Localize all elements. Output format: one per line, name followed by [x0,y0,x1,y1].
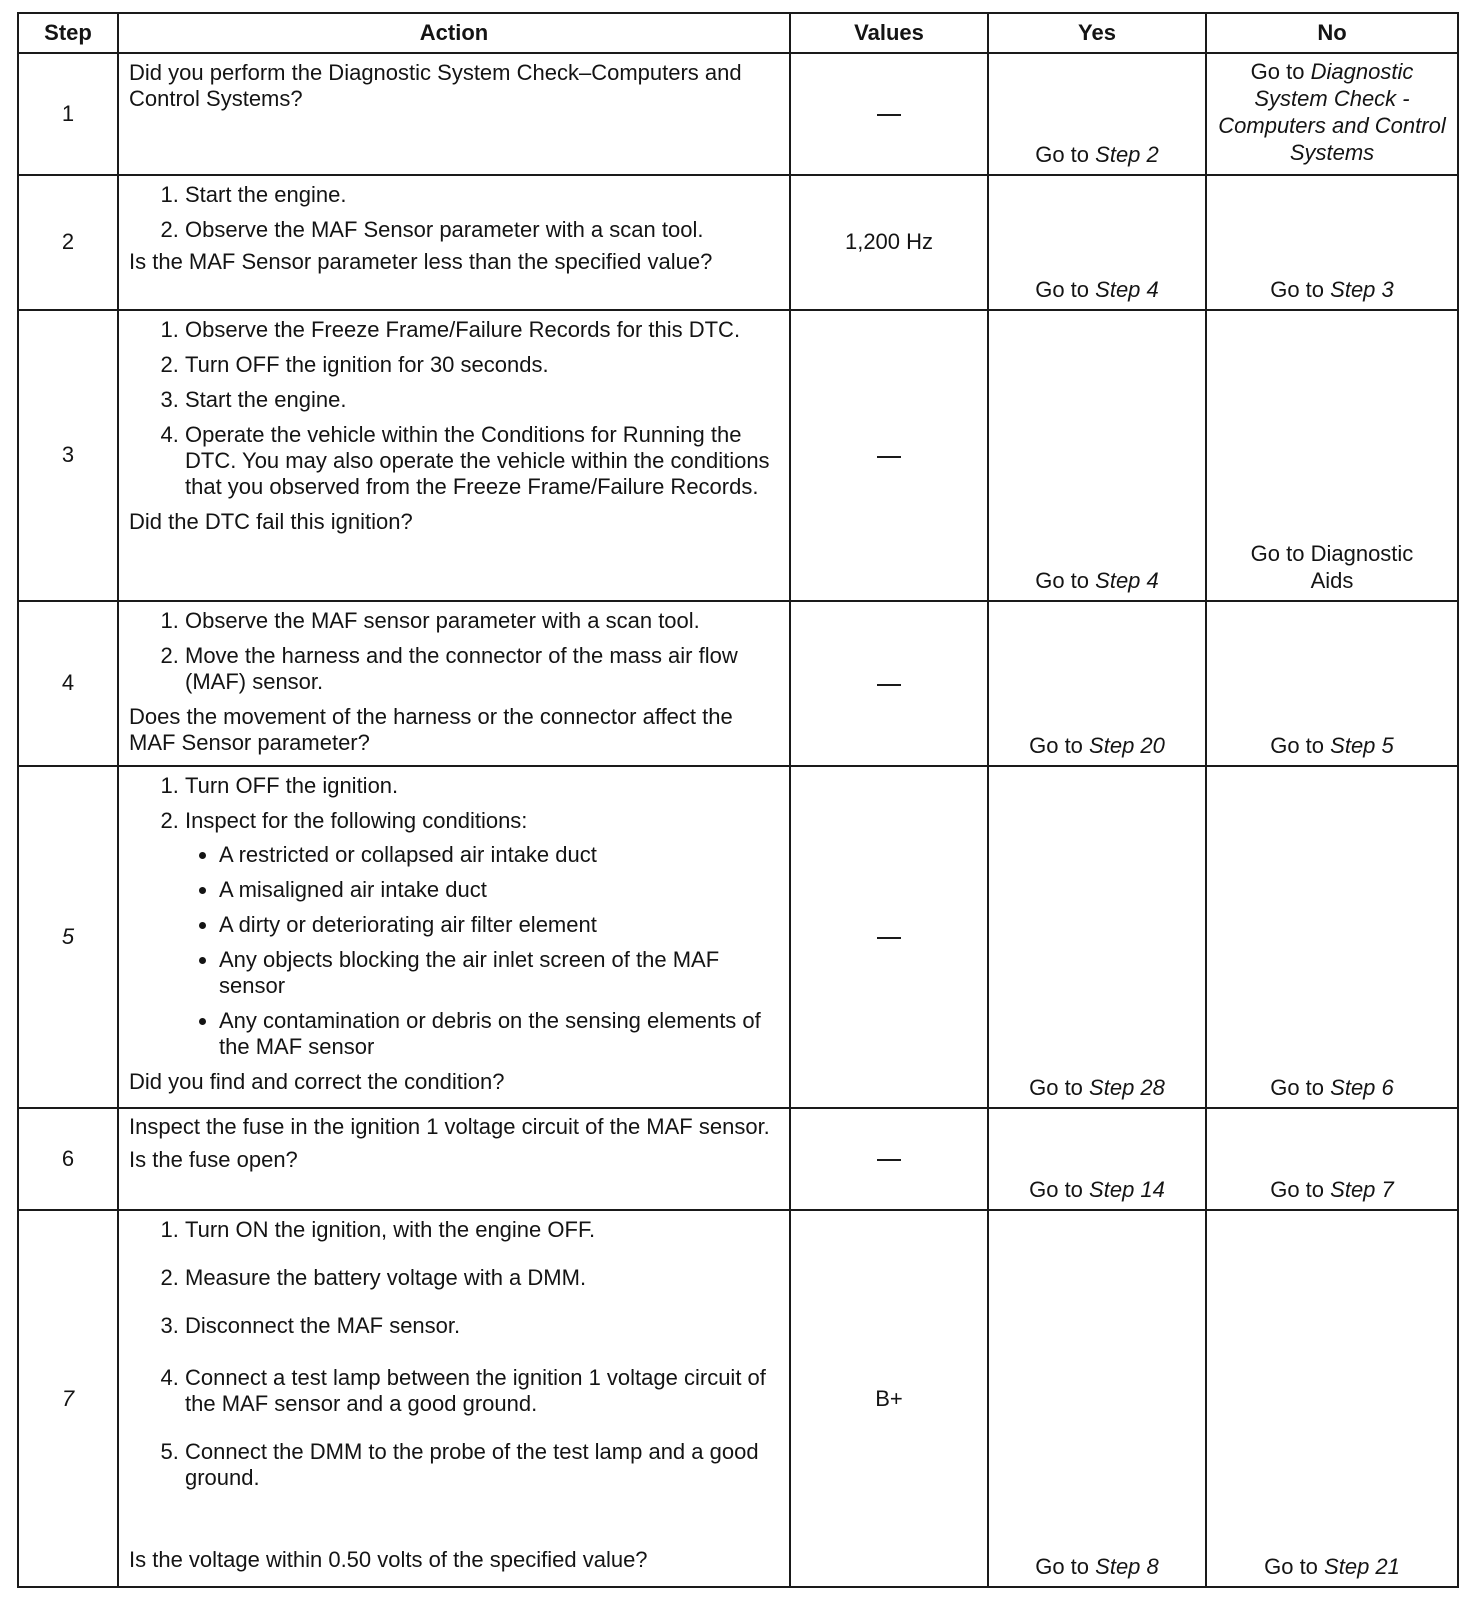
action-cell [118,1108,790,1210]
condition-item: • Any objects blocking the air inlet screen of the MAF sensor [219,947,781,999]
value-cell [790,310,988,601]
no-step-link: Diagnostic System Check - Computers and Control Systems [1218,59,1446,165]
action-question: Did you find and correct the condition? [129,1068,505,1094]
condition-item: • A dirty or deteriorating air filter element [219,912,781,938]
no-cell: Go to Step 5 [1206,601,1458,766]
action-question: Did the DTC fail this ignition? [129,508,413,534]
em-dash [877,1159,901,1161]
yes-cell: Go to Step 4 [988,310,1206,601]
action-step: 1. Observe the MAF sensor parameter with a scan tool. [185,608,781,634]
value-cell: 1,200 Hz [790,175,988,309]
yes-step-link: Step 8 [1095,1554,1159,1579]
action-step: 2. Inspect for the following conditions: • A restricted or collapsed air intake duct • A misaligned air intake duct • A dirty or deteriorating air filter element • Any objects blocking the air inlet screen of the MAF sensor • Any contamination or debris on the sensing elements of the MAF sensor [185,808,781,1060]
yes-cell: Go to Step 8 [988,1210,1206,1587]
no-cell: Go to Step 21 [1206,1210,1458,1587]
action-steps [129,773,781,1060]
table-row-step-3 [18,310,1458,601]
action-cell [118,310,790,601]
action-steps [129,317,781,500]
action-cell [118,601,790,766]
action-question: Does the movement of the harness or the connector affect the MAF Sensor parameter? [129,703,733,755]
table-row-step-5 [18,766,1458,1108]
action-question: Is the voltage within 0.50 volts of the specified value? [129,1547,648,1573]
step-number: 6 [18,1108,118,1210]
header-no: No [1206,13,1458,53]
yes-cell: Go to Step 20 [988,601,1206,766]
yes-cell: Go to Step 2 [988,53,1206,175]
action-steps [129,1217,781,1513]
header-yes: Yes [988,13,1206,53]
step-number: 5 [18,766,118,1108]
action-step: 3. Start the engine. [185,387,781,413]
yes-step-link: Step 4 [1095,567,1159,593]
table-row-step-6 [18,1108,1458,1210]
action-step: 2. Measure the battery voltage with a DMM. [185,1265,781,1291]
action-question: Is the fuse open? [129,1147,298,1173]
em-dash [877,456,901,458]
yes-cell: Go to Step 28 [988,766,1206,1108]
yes-step-link: Step 28 [1089,1075,1165,1101]
diagnostic-table [17,12,1459,1588]
header-values: Values [790,13,988,53]
condition-item: • A misaligned air intake duct [219,877,781,903]
action-step: 3. Disconnect the MAF sensor. [185,1313,781,1339]
no-step-link: Step 21 [1324,1554,1400,1579]
no-step-link: Step 3 [1330,276,1394,302]
yes-cell: Go to Step 14 [988,1108,1206,1210]
no-cell: Go to Diagnostic System Check - Computers and Control Systems [1206,53,1458,175]
condition-item: • A restricted or collapsed air intake duct [219,842,781,868]
step-number: 4 [18,601,118,766]
action-step: 5. Connect the DMM to the probe of the test lamp and a good ground. [185,1439,781,1491]
action-intro: Inspect the fuse in the ignition 1 voltage circuit of the MAF sensor. [129,1114,770,1140]
value-cell [790,601,988,766]
step-number: 7 [18,1210,118,1587]
yes-cell: Go to Step 4 [988,175,1206,309]
action-step: 1. Observe the Freeze Frame/Failure Records for this DTC. [185,317,781,343]
no-cell: Go to Step 3 [1206,175,1458,309]
condition-list [185,842,781,1060]
table-row-step-4 [18,601,1458,766]
value-cell [790,1108,988,1210]
header-action: Action [118,13,790,53]
yes-step-link: Step 2 [1095,142,1159,168]
action-question: Did you perform the Diagnostic System Check–Computers and Control Systems? [129,60,742,111]
no-step-link: Step 6 [1330,1075,1394,1101]
value-cell: B+ [790,1210,988,1587]
em-dash [877,684,901,686]
no-cell: Go to Step 7 [1206,1108,1458,1210]
step-number: 2 [18,175,118,309]
action-cell [118,53,790,175]
header-step: Step [18,13,118,53]
action-cell [118,1210,790,1587]
action-step: 1. Turn ON the ignition, with the engine OFF. [185,1217,781,1243]
no-step-link: Step 7 [1330,1177,1394,1203]
step-number: 1 [18,53,118,175]
yes-step-link: Step 4 [1095,276,1159,302]
action-step: 2. Turn OFF the ignition for 30 seconds. [185,352,781,378]
table-row-step-2 [18,175,1458,309]
action-steps [129,608,781,695]
action-step: 2. Observe the MAF Sensor parameter with a scan tool. [185,217,781,243]
action-cell [118,175,790,309]
table-row-step-1 [18,53,1458,175]
action-cell [118,766,790,1108]
yes-step-link: Step 20 [1089,732,1165,758]
action-step: 1. Start the engine. [185,182,781,208]
em-dash [877,114,901,116]
action-question: Is the MAF Sensor parameter less than the specified value? [129,249,713,275]
action-step: 4. Operate the vehicle within the Conditions for Running the DTC. You may also operate the vehicle within the conditions that you observed from the Freeze Frame/Failure Records. [185,422,781,500]
no-step-link: Step 5 [1330,732,1394,758]
no-cell: Go to Step 6 [1206,766,1458,1108]
value-cell [790,766,988,1108]
value-cell [790,53,988,175]
action-steps [129,182,781,243]
step-number: 3 [18,310,118,601]
em-dash [877,937,901,939]
yes-step-link: Step 14 [1089,1177,1165,1203]
action-step: 4. Connect a test lamp between the ignition 1 voltage circuit of the MAF sensor and a good ground. [185,1365,781,1417]
action-step: 2. Move the harness and the connector of the mass air flow (MAF) sensor. [185,643,781,695]
condition-item: • Any contamination or debris on the sensing elements of the MAF sensor [219,1008,781,1060]
action-step: 1. Turn OFF the ignition. [185,773,781,799]
no-cell: Go to Diagnostic Aids [1206,310,1458,601]
table-row-step-7 [18,1210,1458,1587]
header-row [18,13,1458,53]
